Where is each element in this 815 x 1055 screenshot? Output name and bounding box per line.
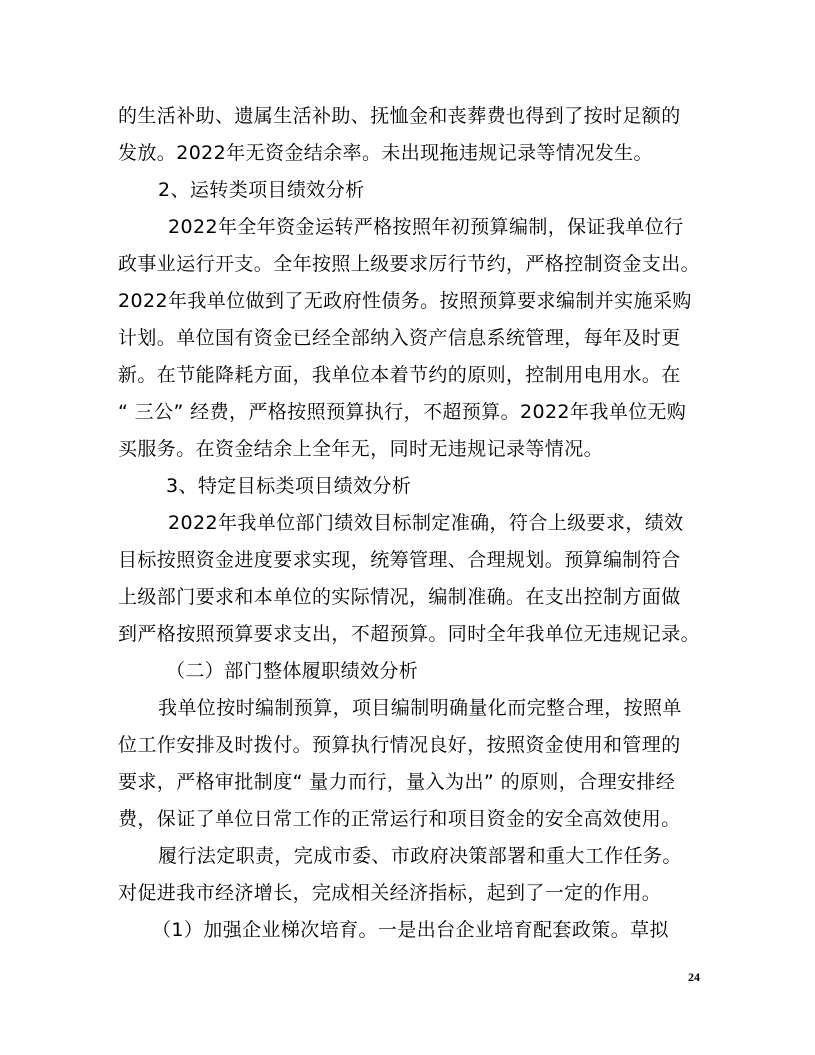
text-line: 的生活补助、遗属生活补助、抚恤金和丧葬费也得到了按时足额的 bbox=[118, 105, 681, 127]
text-line: 2022年我单位部门绩效目标制定准确，符合上级要求，绩效 bbox=[168, 512, 684, 534]
text-line: 上级部门要求和本单位的实际情况，编制准确。在支出控制方面做 bbox=[118, 586, 681, 608]
section-heading: 2、运转类项目绩效分析 bbox=[158, 179, 365, 201]
text-line: 费，保证了单位日常工作的正常运行和项目资金的安全高效使用。 bbox=[118, 808, 681, 830]
text-line: 到严格按照预算要求支出，不超预算。同时全年我单位无违规记录。 bbox=[118, 623, 701, 645]
text-line: 政事业运行开支。全年按照上级要求厉行节约，严格控制资金支出。 bbox=[118, 253, 701, 275]
text-line: 位工作安排及时拨付。预算执行情况良好，按照资金使用和管理的 bbox=[118, 734, 681, 756]
text-line: 新。在节能降耗方面，我单位本着节约的原则，控制用电用水。在 bbox=[118, 364, 681, 386]
text-line: 目标按照资金进度要求实现，统筹管理、合理规划。预算编制符合 bbox=[118, 549, 681, 571]
page-number: 24 bbox=[688, 970, 700, 984]
text-line: 要求，严格审批制度“ 量力而行，量入为出” 的原则，合理安排经 bbox=[118, 771, 676, 793]
text-line: （1）加强企业梯次培育。一是出台企业培育配套政策。草拟 bbox=[152, 919, 669, 941]
text-line: 计划。单位国有资金已经全部纳入资产信息系统管理，每年及时更 bbox=[118, 327, 681, 349]
text-line: 2022年全年资金运转严格按照年初预算编制，保证我单位行 bbox=[168, 216, 684, 238]
body-text bbox=[118, 98, 701, 949]
text-line: 2022年我单位做到了无政府性债务。按照预算要求编制并实施采购 bbox=[118, 290, 692, 312]
text-line: 对促进我市经济增长，完成相关经济指标，起到了一定的作用。 bbox=[118, 882, 662, 904]
section-heading: （二）部门整体履职绩效分析 bbox=[166, 660, 419, 682]
text-line: 买服务。在资金结余上全年无，同时无违规记录等情况。 bbox=[118, 438, 604, 460]
text-line: 履行法定职责，完成市委、市政府决策部署和重大工作任务。 bbox=[158, 845, 682, 867]
text-line: 我单位按时编制预算，项目编制明确量化而完整合理，按照单 bbox=[158, 697, 682, 719]
text-line: “ 三公” 经费，严格按照预算执行，不超预算。2022年我单位无购 bbox=[118, 401, 687, 423]
section-heading: 3、特定目标类项目绩效分析 bbox=[166, 475, 412, 497]
text-line: 发放。2022年无资金结余率。未出现拖违规记录等情况发生。 bbox=[118, 142, 653, 164]
